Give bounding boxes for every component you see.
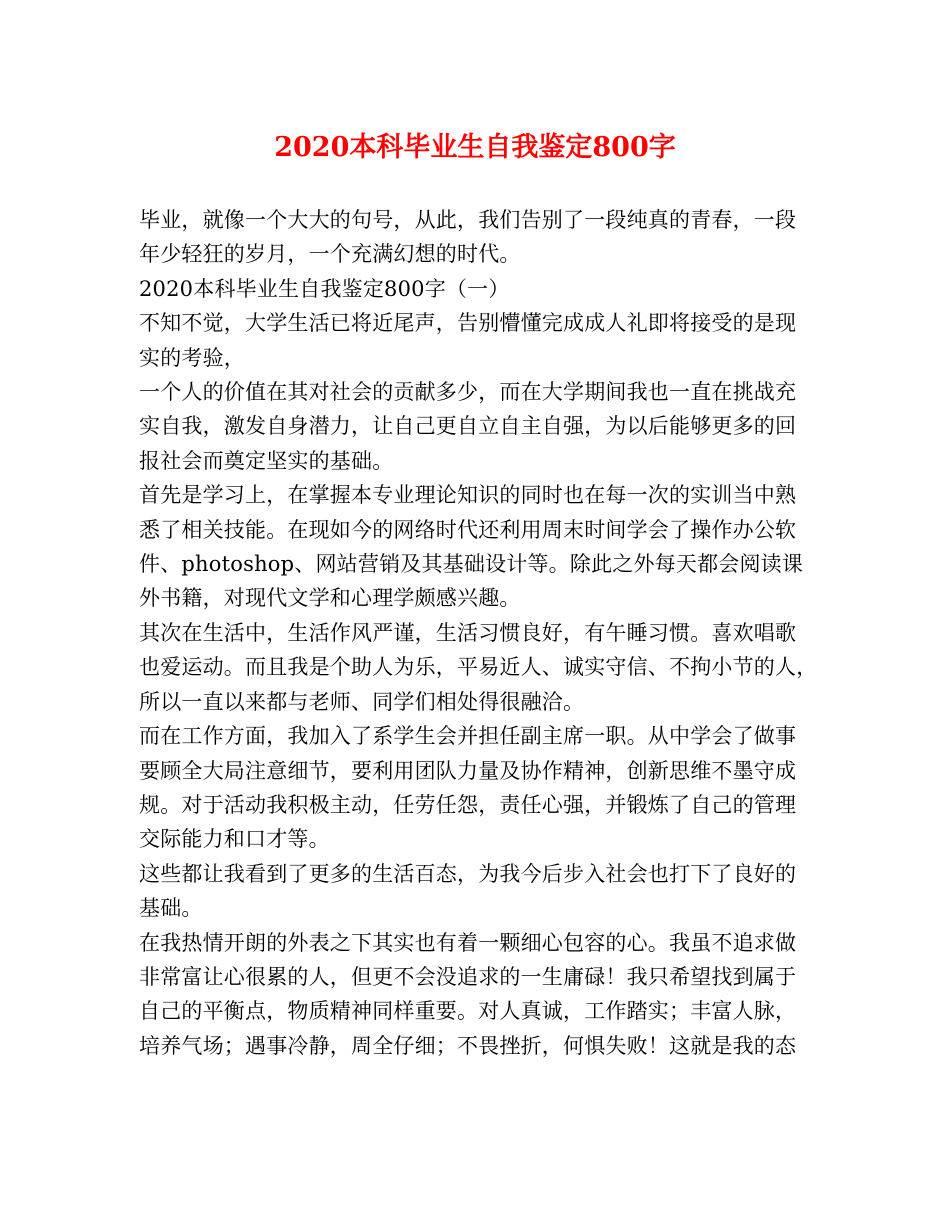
text-line: 培养气场；遇事冷静，周全仔细；不畏挫折，何惧失败！这就是我的态 [139, 1033, 797, 1058]
text-line: 规。对于活动我积极主动，任劳任怨，责任心强，并锻炼了自己的管理 [139, 792, 797, 817]
text-line: 悉了相关技能。在现如今的网络时代还利用周末时间学会了操作办公软 [139, 517, 797, 542]
document-body [139, 203, 819, 1063]
text-line: 报社会而奠定坚实的基础。 [139, 448, 394, 473]
text-line: 这些都让我看到了更多的生活百态，为我今后步入社会也打下了良好的 [139, 861, 797, 886]
text-line: 不知不觉，大学生活已将近尾声，告别懵懂完成成人礼即将接受的是现 [139, 311, 797, 336]
text-line: 年少轻狂的岁月，一个充满幻想的时代。 [139, 242, 521, 267]
text-line: 而在工作方面，我加入了系学生会并担任副主席一职。从中学会了做事 [139, 724, 797, 749]
text-line: 一个人的价值在其对社会的贡献多少，而在大学期间我也一直在挑战充 [139, 380, 797, 405]
text-line: 外书籍，对现代文学和心理学颇感兴趣。 [139, 586, 521, 611]
text-line: 自己的平衡点，物质精神同样重要。对人真诚，工作踏实；丰富人脉， [139, 999, 797, 1024]
text-line: 首先是学习上，在掌握本专业理论知识的同时也在每一次的实训当中熟 [139, 483, 797, 508]
text-line: 在我热情开朗的外表之下其实也有着一颗细心包容的心。我虽不追求做 [139, 930, 797, 955]
text-line: 其次在生活中，生活作风严谨，生活习惯良好，有午睡习惯。喜欢唱歌 [139, 620, 797, 645]
text-line: 实自我，激发自身潜力，让自己更自立自主自强，为以后能够更多的回 [139, 414, 797, 439]
text-line: 实的考验， [139, 345, 245, 370]
text-line: 交际能力和口才等。 [139, 827, 330, 852]
document-title: 2020本科毕业生自我鉴定800字 [274, 132, 676, 163]
text-line: 件、photoshop、网站营销及其基础设计等。除此之外每天都会阅读课 [139, 552, 804, 577]
section-heading: 2020本科毕业生自我鉴定800字（一） [139, 276, 510, 301]
text-line: 毕业，就像一个大大的句号，从此，我们告别了一段纯真的青春，一段 [139, 208, 797, 232]
text-line: 所以一直以来都与老师、同学们相处得很融洽。 [139, 689, 585, 714]
text-line: 基础。 [139, 896, 203, 921]
text-line: 非常富让心很累的人，但更不会没追求的一生庸碌！我只希望找到属于 [139, 964, 797, 989]
text-line: 也爱运动。而且我是个助人为乐，平易近人、诚实守信、不拘小节的人， [139, 655, 818, 680]
text-line: 要顾全大局注意细节，要利用团队力量及协作精神，创新思维不墨守成 [139, 758, 797, 783]
